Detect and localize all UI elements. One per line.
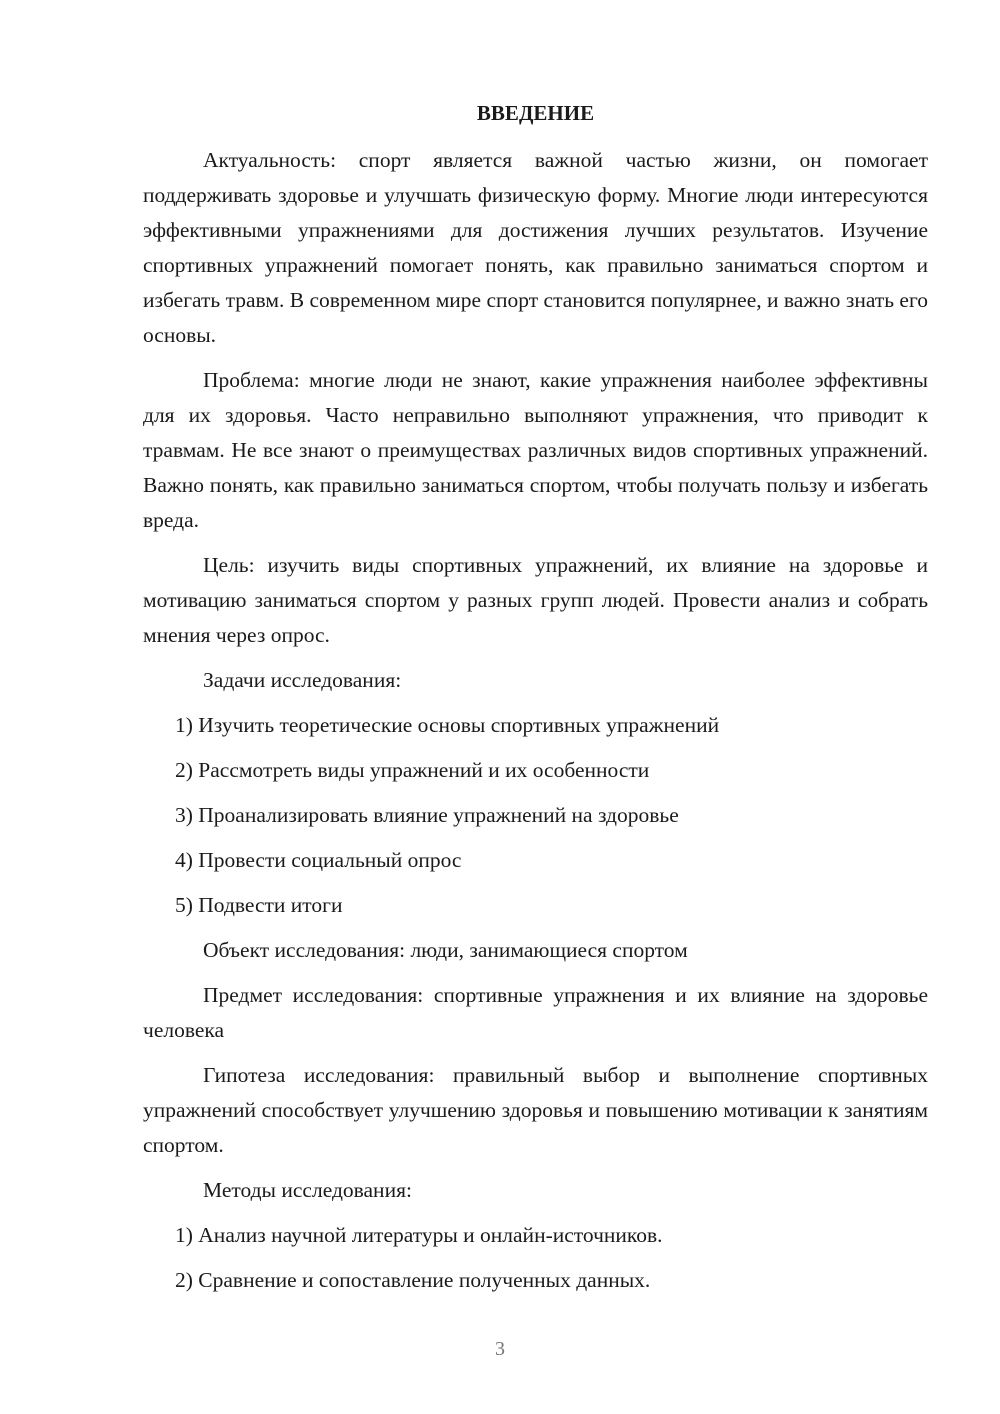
section-title: ВВЕДЕНИЕ — [476, 101, 595, 125]
task-item: 1) Изучить теоретические основы спортивных упражнений — [175, 713, 720, 737]
goal-paragraph: Цель: изучить виды спортивных упражнений, их влияние на здоровье и мотивацию заниматься спортом у разных групп людей. Провести анализ и собрать мнения через опрос. — [143, 553, 928, 647]
document-page — [143, 96, 928, 1308]
methods-heading: Методы исследования: — [203, 1178, 412, 1202]
object-paragraph: Объект исследования: люди, занимающиеся спортом — [203, 938, 688, 962]
method-item: 2) Сравнение и сопоставление полученных данных. — [175, 1268, 651, 1292]
task-item: 5) Подвести итоги — [175, 893, 343, 917]
tasks-heading: Задачи исследования: — [203, 668, 402, 692]
task-item: 4) Провести социальный опрос — [175, 848, 462, 872]
subject-paragraph: Предмет исследования: спортивные упражнения и их влияние на здоровье человека — [143, 983, 928, 1042]
method-item: 1) Анализ научной литературы и онлайн-источников. — [175, 1223, 663, 1247]
problem-paragraph: Проблема: многие люди не знают, какие упражнения наиболее эффективны для их здоровья. Часто неправильно выполняют упражнения, что приводит к травмам. Не все знают о преимуществах различных видов спортивных упражнений. Важно понять, как правильно заниматься спортом, чтобы получать пользу и избегать вреда. — [143, 368, 928, 532]
relevance-paragraph: Актуальность: спорт является важной частью жизни, он помогает поддерживать здоровье и улучшать физическую форму. Многие люди интересуются эффективными упражнениями для достижения лучших результатов. Изучение спортивных упражнений помогает понять, как правильно заниматься спортом и избегать травм. В современном мире спорт становится популярнее, и важно знать его основы. — [143, 148, 928, 347]
hypothesis-paragraph: Гипотеза исследования: правильный выбор и выполнение спортивных упражнений способствует улучшению здоровья и повышению мотивации к занятиям спортом. — [143, 1063, 928, 1157]
task-item: 2) Рассмотреть виды упражнений и их особенности — [175, 758, 650, 782]
page-number: 3 — [495, 1338, 505, 1360]
task-item: 3) Проанализировать влияние упражнений на здоровье — [175, 803, 679, 827]
